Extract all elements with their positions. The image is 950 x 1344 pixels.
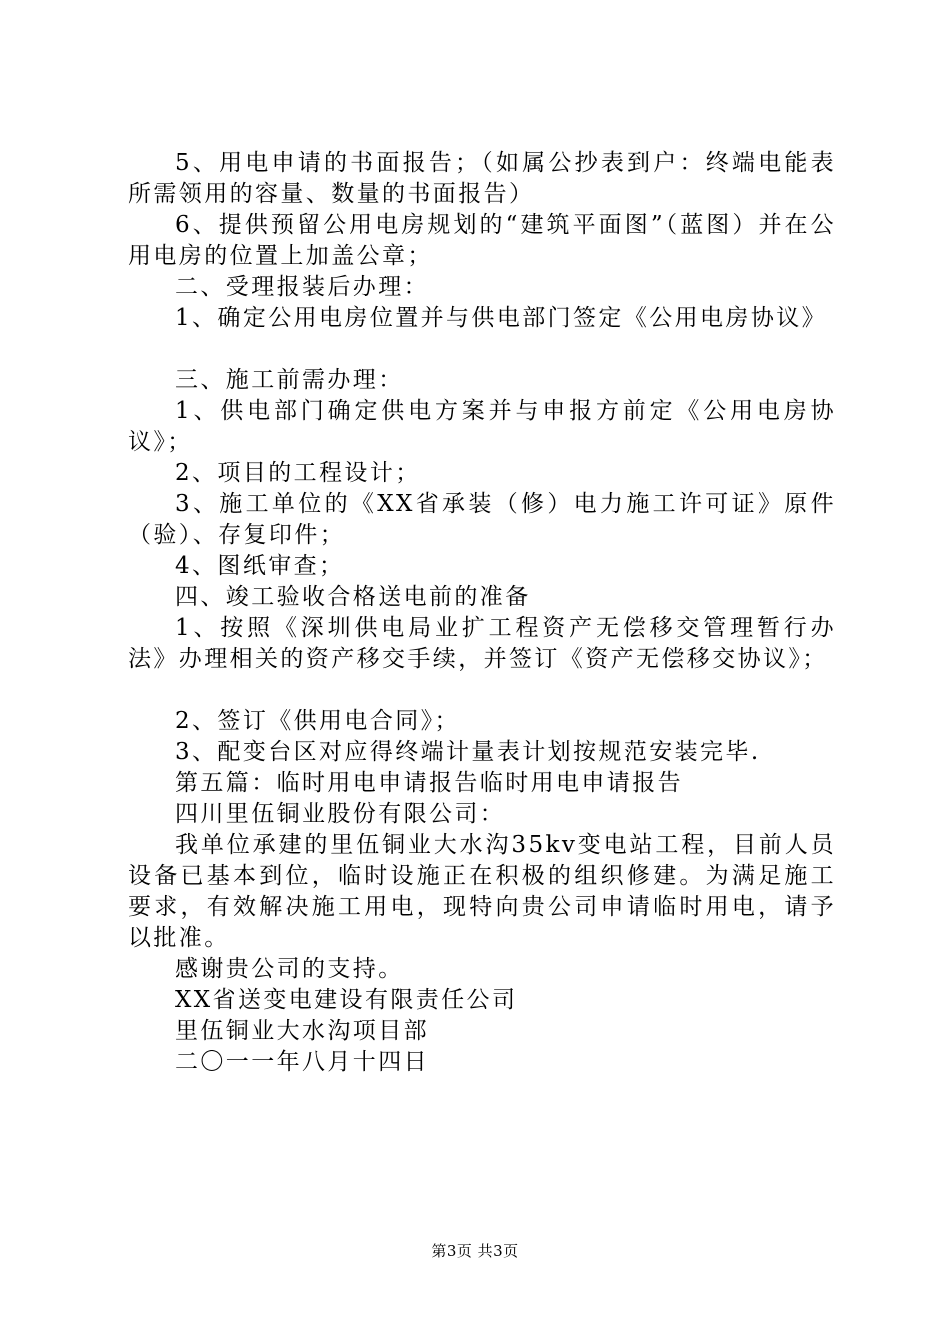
paragraph-section3-item-4: 4、图纸审查； (175, 553, 345, 579)
paragraph-section4-item-2: 2、签订《供用电合同》； (175, 708, 460, 734)
paragraph-section2-item-1: 1、确定公用电房位置并与供电部门签定《公用电房协议》 (175, 305, 828, 331)
signature-department: 里伍铜业大水沟项目部 (175, 1018, 429, 1044)
paragraph-section3-item-3: 3、施工单位的《XX省承装（修）电力施工许可证》原件（验）、存复印件； (128, 491, 836, 548)
letter-thanks: 感谢贵公司的支持。 (175, 956, 404, 982)
letter-body: 我单位承建的里伍铜业大水沟35kv变电站工程，目前人员设备已基本到位，临时设施正在积极的组织修建。为满足施工要求，有效解决施工用电，现特向贵公司申请临时用电，请予以批准。 (128, 832, 836, 951)
section-heading-4: 四、竣工验收合格送电前的准备 (175, 584, 531, 610)
paragraph-section3-item-1: 1、供电部门确定供电方案并与申报方前定《公用电房协议》； (128, 398, 836, 455)
letter-recipient: 四川里伍铜业股份有限公司： (175, 801, 506, 827)
page-number-footer: 第3页 共3页 (431, 1242, 519, 1260)
paragraph-section4-item-1: 1、按照《深圳供电局业扩工程资产无偿移交管理暂行办法》办理相关的资产移交手续，并签订《资产无偿移交协议》； (128, 615, 836, 672)
paragraph-section4-item-3: 3、配变台区对应得终端计量表计划按规范安装完毕. (175, 739, 761, 765)
section-heading-2: 二、受理报装后办理： (175, 274, 429, 300)
signature-company: XX省送变电建设有限责任公司 (175, 987, 518, 1013)
signature-date: 二〇一一年八月十四日 (175, 1049, 429, 1075)
document-body (128, 148, 836, 1078)
chapter-title-5: 第五篇：临时用电申请报告临时用电申请报告 (175, 770, 683, 796)
paragraph-item-5-report: 5、用电申请的书面报告；（如属公抄表到户：终端电能表所需领用的容量、数量的书面报告） (128, 150, 836, 207)
section-heading-3: 三、施工前需办理： (175, 367, 404, 393)
paragraph-item-6-floor-plan: 6、提供预留公用电房规划的“建筑平面图”（蓝图）并在公用电房的位置上加盖公章； (128, 212, 836, 269)
paragraph-section3-item-2: 2、项目的工程设计； (175, 460, 421, 486)
